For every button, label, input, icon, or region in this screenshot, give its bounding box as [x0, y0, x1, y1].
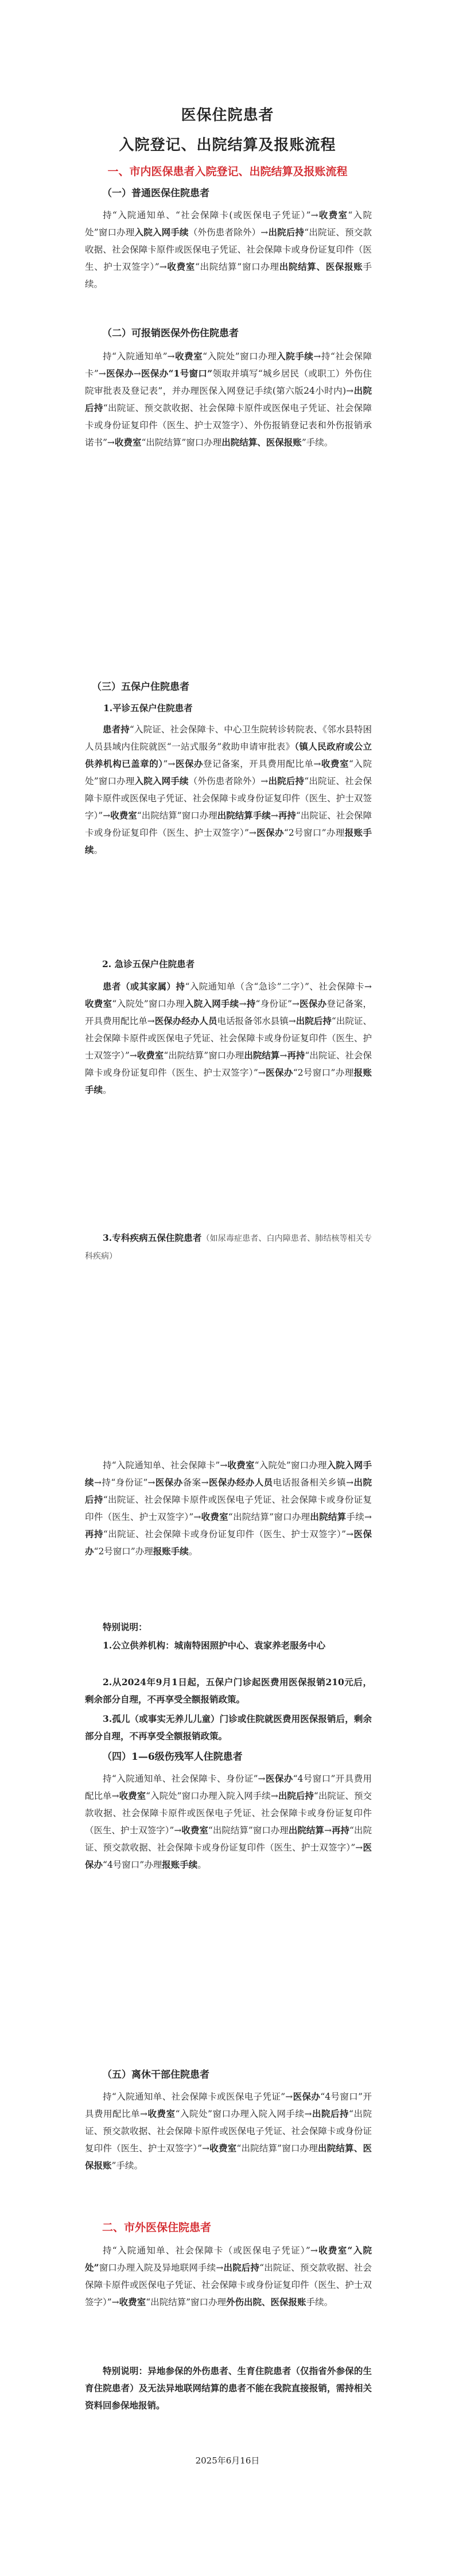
special-note-1: 1.公立供养机构：城南特困照护中心、袁家养老服务中心 — [103, 1640, 326, 1651]
special-note-3: 3.孤儿（或事实无养儿儿童）门诊或住院就医费用医保报销后，剩余部分自理，不再享受全额报销政策。 — [85, 1713, 372, 1741]
paragraph-retired-cadres: 持“入院通知单、社会保障卡或医保电子凭证”→医保办“4号窗口”开具费用配比单→收费室“入院处”窗口办理入院入网手续→出院后持“出院证、预交款收据、社会保障卡原件或医保电子凭证、社会保障卡或身份证复印件（医生、护士双签字）”→收费室“出院结算”窗口办理出院结算、医保报账”手续。 — [85, 2091, 372, 2171]
page-title: 医保住院患者 — [181, 107, 274, 124]
document-date: 2025年6月16日 — [195, 2455, 260, 2466]
paragraph-disabled-veterans: 持“入院通知单、社会保障卡、身份证”→医保办“4号窗口”开具费用配比单→收费室“入院处”窗口办理入院入网手续→出院后持“出院证、预交款收据、社会保障卡原件或医保电子凭证、社会保障卡或身份证复印件（医生、护士双签字）”→收费室“出院结算”窗口办理出院结算→再持“出院证、预交款收据、社会保障卡或身份证复印件（医生、护士双签字）”→医保办“4号窗口”办理报账手续。 — [85, 1773, 372, 1870]
paragraph-injury: 持“入院通知单”→收费室“入院处”窗口办理入院手续→持“社会保障卡”→医保办→医保办“1号窗口”领取并填写“城乡居民（或职工）外伤住院审批表及登记表”，并办理医保入网登记手续(第六版24小时内)→出院后持“出院证、预交款收据、社会保障卡原件或医保电子凭证、社会保障卡或身份证复印件（医生、护士双签字）、外伤报销登记表和外伤报销承诺书”→收费室“出院结算”窗口办理出院结算、医保报账”手续。 — [85, 351, 372, 448]
paragraph-ordinary: 持“入院通知单、“社会保障卡(或医保电子凭证）”→收费室“入院处”窗口办理入院入网手续（外伤患者除外）→出院后持“出院证、预交款收据、社会保障卡原件或医保电子凭证、社会保障卡或身份证复印件（医生、护士双签字）”→收费室“出院结算”窗口办理出院结算、医保报账手续。 — [85, 210, 372, 289]
paragraph-five-guarantee-emergency: 患者（或其家属）持“入院通知单（含“急诊”二字）”、社会保障卡→收费室“入院处”窗口办理入院入网手续→持“身份证”→医保办登记备案，开具费用配比单→医保办经办人员电话报备邻水县镇→出院后持“出院证、社会保障卡原件或医保电子凭证、社会保障卡或身份证复印件（医生、护士双签字）”→收费室“出院结算”窗口办理出院结算→再持“出院证、社会保障卡或身份证复印件（医生、护士双签字）”→医保办“2号窗口”办理报账手续。 — [85, 981, 372, 1095]
paragraph-five-guarantee-specialty: 持“入院通知单、社会保障卡”→收费室“入院处”窗口办理入院入网手续→持“身份证”→医保办备案→医保办经办人员电话报备相关乡镇→出院后持“出院证、社会保障卡原件或医保电子凭证、社会保障卡或身份证复印件（医生、护士双签字）”→收费室“出院结算”窗口办理出院结算手续→再持“出院证、社会保障卡或身份证复印件（医生、护士双签字）”→医保办“2号窗口”办理报账手续。 — [85, 1460, 372, 1557]
section-heading-local: 一、市内医保患者入院登记、出院结算及报账流程 — [107, 165, 348, 178]
paragraph-five-guarantee-normal: 患者持“入院证、社会保障卡、中心卫生院转诊转院表、《邻水县特困人员县域内住院就医“一站式服务”救助申请审批表》（镇人民政府或公立供养机构已盖章的）”→医保办登记备案，开具费用配比单→收费室“入院处”窗口办理入院入网手续（外伤患者除外）→出院后持“出院证、社会保障卡原件或医保电子凭证、社会保障卡或身份证复印件（医生、护士双签字）”→收费室“出院结算”窗口办理出院结算手续→再持“出院证、社会保障卡或身份证复印件（医生、护士双签字）”→医保办“2号窗口”办理报账手续。 — [85, 724, 372, 855]
subheading-five-guarantee-normal: 1.平诊五保户住院患者 — [103, 703, 193, 713]
subheading-injury: （二）可报销医保外伤住院患者 — [102, 328, 239, 339]
special-note-2: 2.从2024年9月1日起，五保户门诊起医费用医保报销210元后，剩余部分自理，不再享受全额报销政策。 — [85, 1677, 372, 1705]
page-subtitle: 入院登记、出院结算及报账流程 — [119, 137, 336, 154]
subheading-five-guarantee: （三）五保户住院患者 — [92, 681, 189, 693]
paragraph-out-of-city-note: 特别说明：异地参保的外伤患者、生育住院患者（仅指省外参保的生育住院患者）及无法异地联网结算的患者不能在我院直接报销，需持相关资料回参保地报销。 — [85, 2365, 372, 2411]
paragraph-out-of-city: 持“入院通知单、社会保障卡（或医保电子凭证）”→收费室“入院处”窗口办理入院及异地联网手续→出院后持“出院证、预交款收据、社会保障卡原件或医保电子凭证、社会保障卡或身份证复印件（医生、护士双签字）”→收费室“出院结算”窗口办理外伤出院、医保报账手续。 — [85, 2245, 372, 2307]
special-note-title: 特别说明： — [103, 1621, 147, 1632]
section-heading-out-of-city: 二、市外医保住院患者 — [102, 2221, 212, 2234]
subheading-five-guarantee-emergency: 2. 急诊五保户住院患者 — [102, 959, 195, 969]
subheading-five-guarantee-specialty: 3.专科疾病五保住院患者（如尿毒症患者、白内障患者、肺结核等相关专科疾病） — [85, 1232, 372, 1261]
subheading-retired-cadres: （五）离休干部住院患者 — [102, 2069, 209, 2081]
subheading-disabled-veterans: （四）1—6级伤残军人住院患者 — [102, 1751, 243, 1763]
subheading-ordinary: （一）普通医保住院患者 — [102, 188, 209, 199]
